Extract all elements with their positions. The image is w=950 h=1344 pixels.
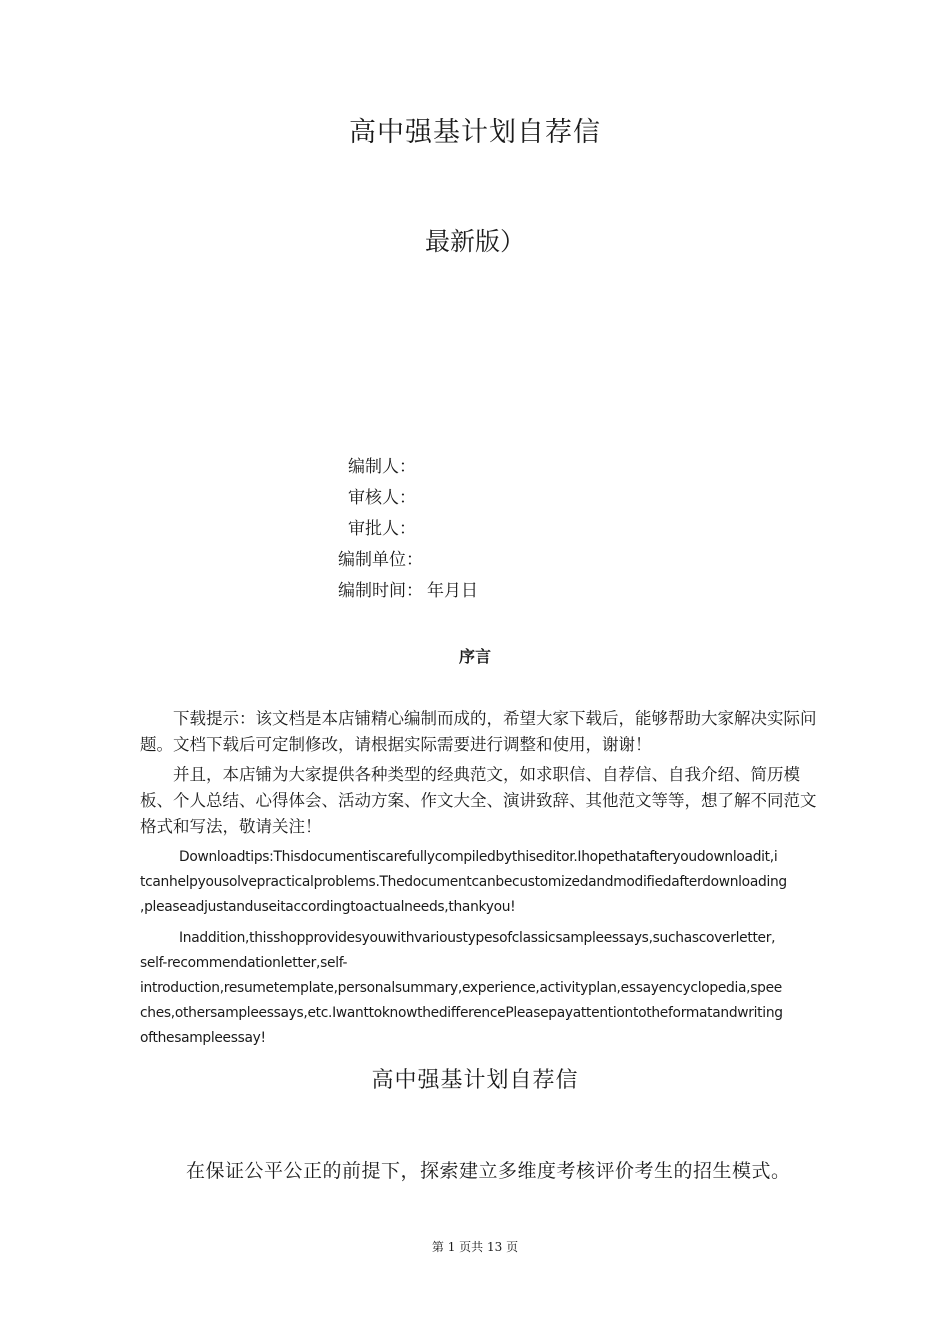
body-first-line: 在保证公平公正的前提下，探索建立多维度考核评价考生的招生模式。 xyxy=(186,1160,791,1182)
preface-en-2-line-1: Inaddition,thisshopprovidesyouwithvarioustypesofclassicsampleessays,suchascoverletter, xyxy=(179,930,776,946)
meta-time-value: 年月日 xyxy=(427,581,478,601)
document-title: 高中强基计划自荐信 xyxy=(349,117,601,148)
preface-heading: 序言 xyxy=(458,647,491,666)
preface-en-paragraph-2 xyxy=(140,926,820,1051)
preface-en-2-line-3: introduction,resumetemplate,personalsummary,experience,activityplan,essayencyclopedia,spee xyxy=(140,980,782,996)
preface-en-1-line-3: ,pleaseadjustanduseitaccordingtoactualneeds,thankyou! xyxy=(140,899,516,915)
preface-en-1-line-2: tcanhelpyousolvepracticalproblems.Thedocumentcanbecustomizedandmodifiedafterdownloading xyxy=(140,874,787,890)
meta-time xyxy=(338,576,478,607)
preface-en-2-line-5: ofthesampleessay! xyxy=(140,1030,266,1046)
meta-approver: 审批人： xyxy=(348,519,416,539)
body-title: 高中强基计划自荐信 xyxy=(371,1068,579,1093)
preface-en-2-line-2: self-recommendationletter,self- xyxy=(140,955,348,971)
document-subtitle: 最新版） xyxy=(424,227,525,256)
preface-en-1-line-1: Downloadtips:Thisdocumentiscarefullycompiledbythiseditor.Ihopethatafteryoudownloadit,i xyxy=(179,849,778,865)
page-indicator: 第 1 页共 13 页 xyxy=(431,1240,519,1254)
preface-zh-text-2: 并且，本店铺为大家提供各种类型的经典范文，如求职信、自荐信、自我介绍、简历模板、个人总结、心得体会、活动方案、作文大全、演讲致辞、其他范文等等，想了解不同范文格式和写法，敬请关注！ xyxy=(140,765,817,836)
preface-zh-paragraph-1 xyxy=(140,706,822,763)
meta-reviewer: 审核人： xyxy=(348,488,416,508)
meta-time-label: 编制时间： xyxy=(338,581,423,601)
preface-en-paragraph-1 xyxy=(140,845,820,920)
meta-editor: 编制人： xyxy=(348,457,416,477)
preface-en-2-line-4: ches,othersampleessays,etc.IwanttoknowthedifferencePleasepayattentiontotheformatandwriting xyxy=(140,1005,783,1021)
meta-unit: 编制单位： xyxy=(338,550,423,570)
preface-zh-text-1: 下载提示：该文档是本店铺精心编制而成的，希望大家下载后，能够帮助大家解决实际问题。文档下载后可定制修改，请根据实际需要进行调整和使用，谢谢！ xyxy=(140,709,817,754)
preface-zh-paragraph-2 xyxy=(140,762,822,845)
document-meta xyxy=(338,452,478,607)
